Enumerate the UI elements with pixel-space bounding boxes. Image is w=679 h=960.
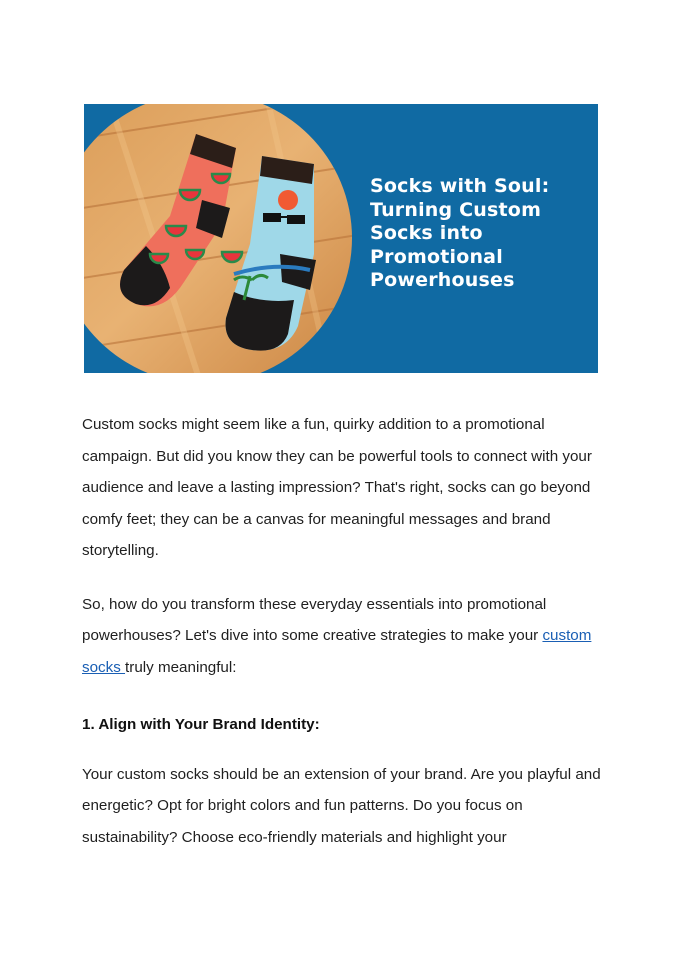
intro-paragraph: Custom socks might seem like a fun, quirky addition to a promotional campaign. But did you know they can be powerful tools to connect with your audience and leave a lasting impression? That's right, socks can go beyond comfy feet; they can be a canvas for meaningful messages and brand storytelling.	[82, 416, 592, 559]
strategy-paragraph	[82, 589, 602, 684]
brand-identity-paragraph: Your custom socks should be an extension of your brand. Are you playful and energetic? Opt for bright colors and fun patterns. Do you focus on sustainability? Choose eco-friendly materials and highlight your	[82, 765, 601, 846]
strategy-text-end: truly meaningful:	[125, 658, 237, 676]
section-heading: 1. Align with Your Brand Identity:	[82, 716, 320, 733]
custom-socks-link[interactable]: custom socks	[82, 627, 592, 676]
hero-banner	[84, 104, 598, 373]
strategy-text-start: So, how do you transform these everyday essentials into promotional powerhouses? Let's dive into some creative strategies to make your	[82, 595, 547, 644]
article-body	[82, 409, 602, 853]
banner-title: Socks with Soul: Turning Custom Socks into Promotional Powerhouses	[370, 175, 550, 291]
